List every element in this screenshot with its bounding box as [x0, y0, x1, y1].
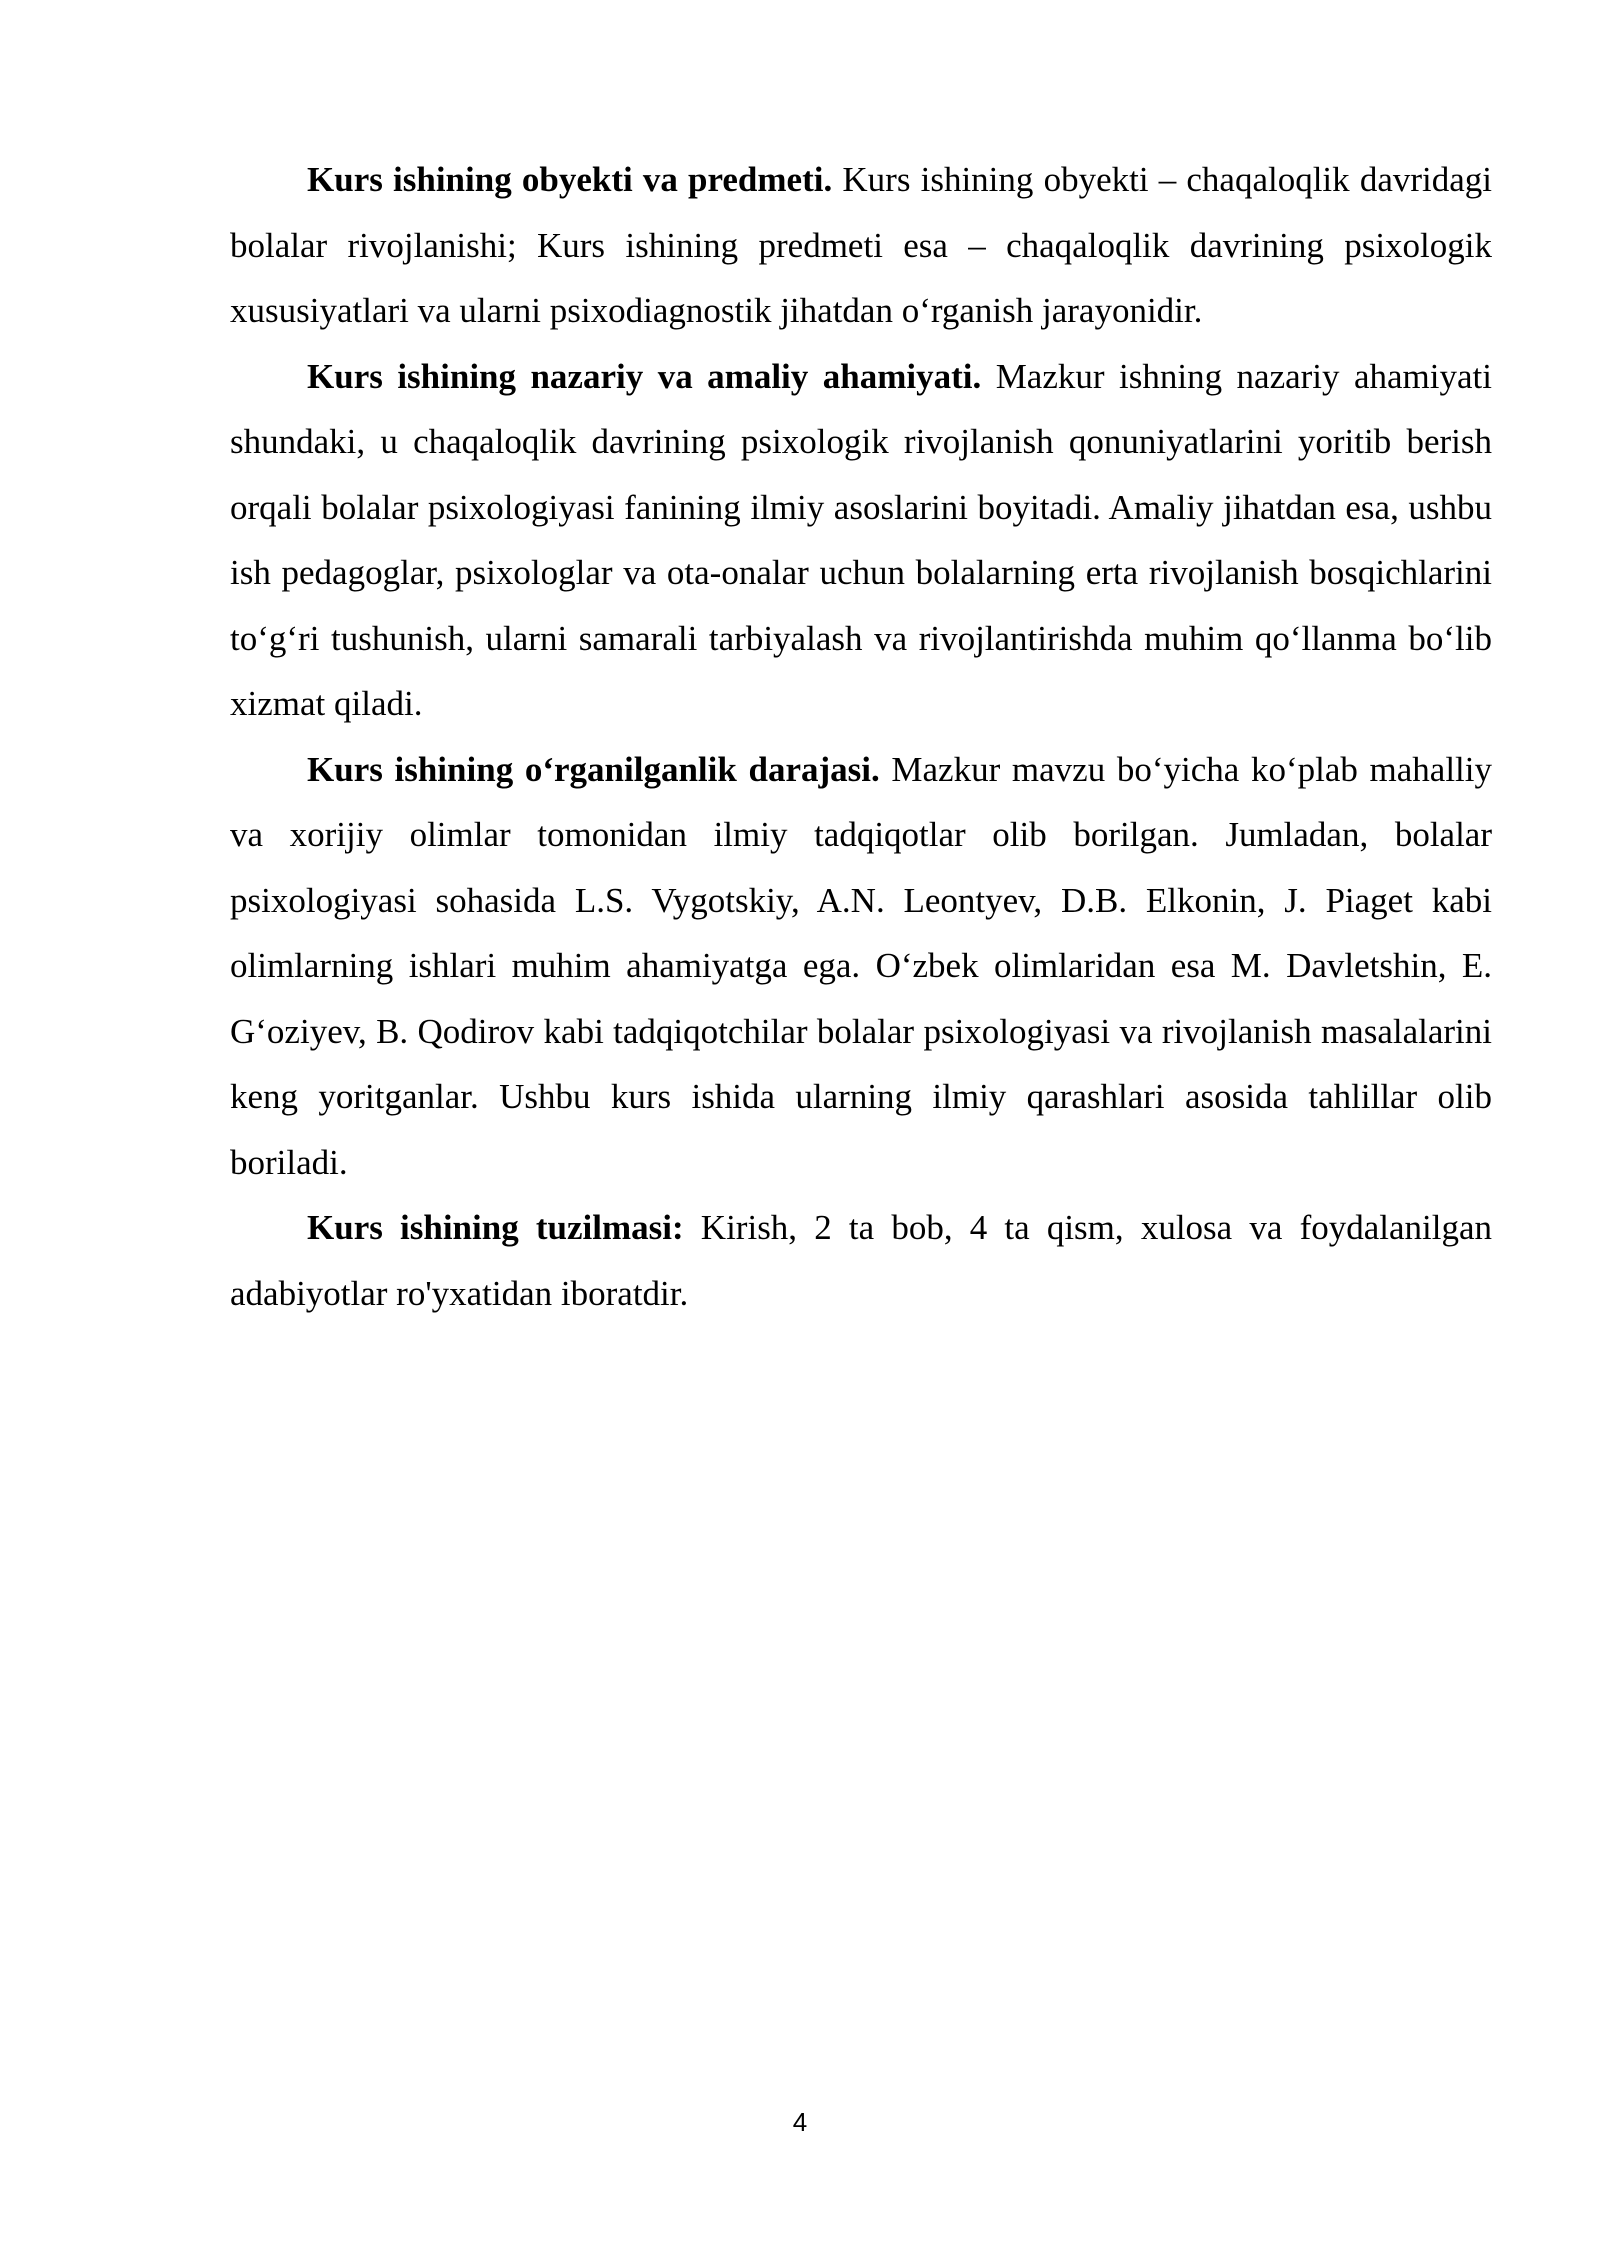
page-number: 4 — [792, 2107, 808, 2137]
paragraph-heading: Kurs ishining tuzilmasi: — [307, 1208, 684, 1247]
paragraph-text: Kirish, 2 ta bob, 4 ta qism, xulosa va foydalanilgan adabiyotlar ro'yxatidan iboratdir. — [230, 1208, 1493, 1313]
paragraph-heading: Kurs ishining o‘rganilganlik darajasi. — [307, 749, 880, 789]
paragraph-object-subject — [230, 147, 1492, 344]
paragraph-significance — [230, 344, 1492, 737]
paragraph-text: Mazkur mavzu bo‘yicha ko‘plab mahalliy va xorijiy olimlar tomonidan ilmiy tadqiqotlar olib borilgan. Jumladan, bolalar psixologiyasi sohasida L.S. Vygotskiy, A.N. Leontyev, D.B. Elkonin, J. Piaget kabi olimlarning ishlari muhim ahamiyatga ega. O‘zbek olimlaridan esa M. Davletshin, E. G‘oziyev, B. Qodirov kabi tadqiqotchilar bolalar psixologiyasi va rivojlanish masalalarini keng yoritganlar. Ushbu kurs ishida ularning ilmiy qarashlari asosida tahlillar olib boriladi. — [230, 749, 1492, 1182]
paragraph-literature-review — [230, 737, 1492, 1196]
paragraph-heading: Kurs ishining obyekti va predmeti. — [307, 160, 833, 199]
document-body — [230, 147, 1492, 1326]
paragraph-structure — [230, 1195, 1492, 1326]
paragraph-text: Kurs ishining obyekti – chaqaloqlik davridagi bolalar rivojlanishi; Kurs ishining predmeti esa – chaqaloqlik davrining psixologik xususiyatlari va ularni psixodiagnostik jihatdan o‘rganish jarayonidir. — [230, 160, 1492, 330]
paragraph-text: Mazkur ishning nazariy ahamiyati shundaki, u chaqaloqlik davrining psixologik rivojlanish qonuniyatlarini yoritib berish orqali bolalar psixologiyasi fanining ilmiy asoslarini boyitadi. Amaliy jihatdan esa, ushbu ish pedagoglar, psixologlar va ota-onalar uchun bolalarning erta rivojlanish bosqichlarini to‘g‘ri tushunish, ularni samarali tarbiyalash va rivojlantirishda muhim qo‘llanma bo‘lib xizmat qiladi. — [230, 356, 1492, 723]
paragraph-heading: Kurs ishining nazariy va amaliy ahamiyati. — [307, 356, 982, 396]
